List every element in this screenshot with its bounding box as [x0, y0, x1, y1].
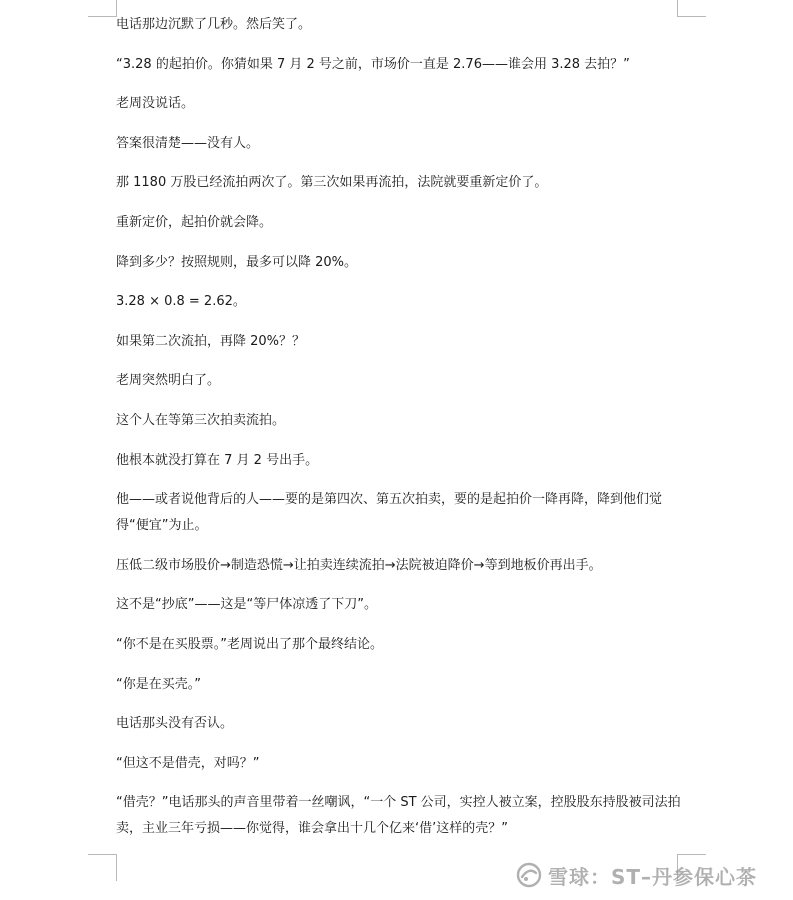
paragraph-13: 他——或者说他背后的人——要的是第四次、第五次拍卖，要的是起拍价一降再降，降到他们觉得“便宜”为止。 — [116, 492, 663, 534]
paragraph-18: 电话那头没有否认。 — [116, 716, 234, 732]
paragraph-8: 3.28 × 0.8 = 2.62。 — [116, 294, 246, 310]
paragraph-5: 那 1180 万股已经流拍两次了。第三次如果再流拍，法院就要重新定价了。 — [116, 175, 548, 191]
paragraph-11: 这个人在等第三次拍卖流拍。 — [116, 412, 286, 428]
paragraph-7: 降到多少？按照规则，最多可以降 20%。 — [116, 254, 358, 270]
paragraph-20: “借壳？”电话那头的声音里带着一丝嘲讽，“一个 ST 公司，实控人被立案，控股股东持股被司法拍卖，主业三年亏损——你觉得，谁会拿出十几个亿来‘借’这样的壳？” — [116, 795, 681, 837]
crop-mark-bottom-left — [88, 854, 117, 881]
crop-mark-top-left — [88, 0, 117, 17]
paragraph-17: “你是在买壳。” — [116, 676, 201, 692]
paragraph-1: 电话那边沉默了几秒。然后笑了。 — [116, 17, 312, 32]
watermark-text: 雪球：ST–丹参保心茶 — [548, 864, 758, 889]
paragraph-10: 老周突然明白了。 — [116, 373, 221, 389]
paragraph-2: “3.28 的起拍价。你猜如果 7 月 2 号之前，市场价一直是 2.76——谁会用 3.28 去拍？” — [116, 56, 630, 72]
paragraph-14: 压低二级市场股价→制造恐慌→让拍卖连续流拍→法院被迫降价→等到地板价再出手。 — [116, 557, 602, 573]
snowball-logo-icon — [516, 862, 542, 888]
paragraph-16: “你不是在买股票。”老周说出了那个最终结论。 — [116, 636, 383, 652]
paragraph-3: 老周没说话。 — [116, 96, 195, 112]
paragraph-19: “但这不是借壳，对吗？” — [116, 755, 260, 771]
paragraph-9: 如果第二次流拍，再降 20%？？ — [116, 333, 306, 349]
watermark — [516, 860, 757, 890]
document-body — [116, 12, 686, 856]
paragraph-4: 答案很清楚——没有人。 — [116, 135, 260, 151]
paragraph-12: 他根本就没打算在 7 月 2 号出手。 — [116, 452, 319, 468]
paragraph-15: 这不是“抄底”——这是“等尸体凉透了下刀”。 — [116, 597, 377, 613]
paragraph-6: 重新定价，起拍价就会降。 — [116, 214, 273, 230]
